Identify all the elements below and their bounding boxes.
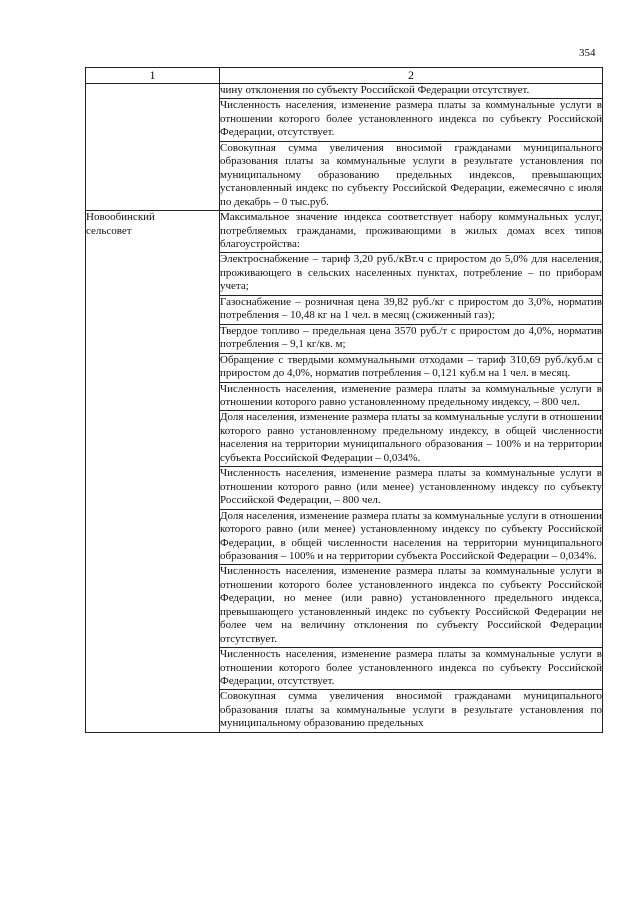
paragraph: Численность населения, изменение размера платы за коммунальные услуги в отношении которого равно (или менее) установленному индексу по субъекту Российской Федерации, – 800 чел. xyxy=(220,467,602,509)
paragraph: Максимальное значение индекса соответствует набору коммунальных услуг, потребляемых гражданами, проживающими в жилых домах всех типов благоустройства: xyxy=(220,211,602,253)
paragraph: Электроснабжение – тариф 3,20 руб./кВт.ч с приростом до 5,0% для населения, проживающего в сельских населенных пунктах, потребление – по приборам учета; xyxy=(220,253,602,295)
paragraph: Численность населения, изменение размера платы за коммунальные услуги в отношении которого более установленного индекса по субъекту Российской Федерации, но менее (или равно) установленного предельного индекса, превышающего установленный индекс по субъекту Российской Федерации не более чем на величину отклонения по субъекту Российской Федерации отсутствует. xyxy=(220,565,602,648)
paragraph: Твердое топливо – предельная цена 3570 руб./т с приростом до 4,0%, норматив потребления – 9,1 кг/кв. м; xyxy=(220,325,602,354)
paragraph: Совокупная сумма увеличения вносимой гражданами муниципального образования платы за коммунальные услуги в результате установления по муниципальному образованию предельных xyxy=(220,690,602,730)
paragraph: Доля населения, изменение размера платы за коммунальные услуги в отношении которого равно установленному предельному индексу, в общей численности населения на территории муниципального образования – 100% и на территории субъекта Российской Федерации – 0,034%. xyxy=(220,411,602,467)
column-header-2: 2 xyxy=(220,68,603,84)
page-number: 354 xyxy=(579,47,596,59)
municipality-name-line: Новообинский xyxy=(86,211,155,224)
paragraph: Доля населения, изменение размера платы за коммунальные услуги в отношении которого равно (или менее) установленному индексу по субъекту Российской Федерации, в общей численности населения на территории муниципального образования – 100% и на территории субъекта Российской Федерации – 0,034%. xyxy=(220,510,602,566)
municipality-name-line: сельсовет xyxy=(86,224,132,237)
paragraph: Газоснабжение – розничная цена 39,82 руб./кг с приростом до 3,0%, норматив потребления – 10,48 кг на 1 чел. в месяц (сжиженный газ); xyxy=(220,296,602,325)
table-row xyxy=(86,84,603,211)
description-cell xyxy=(220,84,603,211)
municipality-cell-empty xyxy=(86,84,220,211)
table-header-row xyxy=(86,68,603,84)
paragraph: Численность населения, изменение размера платы за коммунальные услуги в отношении которого более установленного индекса по субъекту Российской Федерации, отсутствует. xyxy=(220,648,602,690)
paragraph: Численность населения, изменение размера платы за коммунальные услуги в отношении которого более установленного индекса по субъекту Российской Федерации, отсутствует. xyxy=(220,99,602,141)
municipality-cell xyxy=(86,211,220,733)
paragraph: Обращение с твердыми коммунальными отходами – тариф 310,69 руб./куб.м с приростом до 4,0%, норматив потребления – 0,121 куб.м на 1 чел. в месяц. xyxy=(220,354,602,383)
paragraph: Совокупная сумма увеличения вносимой гражданами муниципального образования платы за коммунальные услуги в результате установления по муниципальному образованию предельных индексов, превышающих установленный индекс по субъекту Российской Федерации, ежемесячно с июля по декабрь – 0 тыс.руб. xyxy=(220,141,602,208)
column-header-1: 1 xyxy=(86,68,220,84)
paragraph: Численность населения, изменение размера платы за коммунальные услуги в отношении которого равно установленному предельному индексу, – 800 чел. xyxy=(220,383,602,412)
description-cell xyxy=(220,211,603,733)
paragraph: чину отклонения по субъекту Российской Федерации отсутствует. xyxy=(220,84,602,99)
table-row xyxy=(86,211,603,733)
document-table xyxy=(85,67,603,733)
